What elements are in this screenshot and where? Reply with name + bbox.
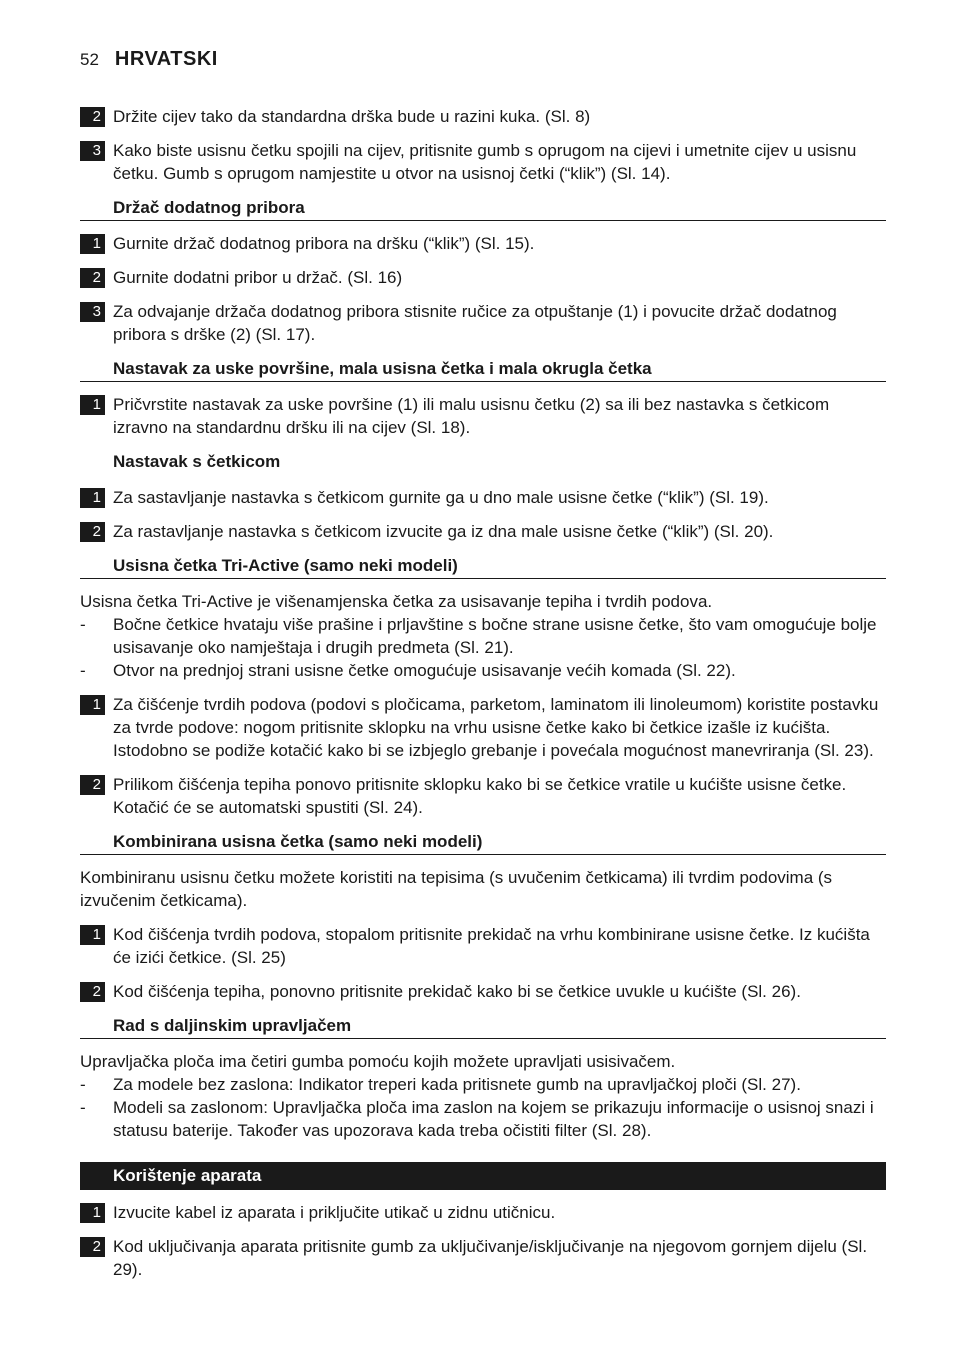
page-header xyxy=(80,48,218,71)
bullet-item xyxy=(80,1096,886,1142)
step-number: 1 xyxy=(80,925,105,945)
step-text: Kod čišćenja tepiha, ponovno pritisnite prekidač kako bi se četkice uvukle u kućište (Sl. 26). xyxy=(113,982,801,1001)
bullet-item xyxy=(80,1073,886,1096)
step-text: Izvucite kabel iz aparata i priključite utikač u zidnu utičnicu. xyxy=(113,1203,556,1222)
step-item xyxy=(80,693,886,762)
step-text: Za rastavljanje nastavka s četkicom izvucite ga iz dna male usisne četke (“klik”) (Sl. 20). xyxy=(113,522,774,541)
step-text: Za sastavljanje nastavka s četkicom gurnite ga u dno male usisne četke (“klik”) (Sl. 19). xyxy=(113,488,769,507)
step-number: 2 xyxy=(80,268,105,288)
step-item xyxy=(80,923,886,969)
bullet-text: Bočne četkice hvataju više prašine i prljavštine s bočne strane usisne četke, što vam omogućuje bolje usisavanje oko namještaja i drugih predmeta (Sl. 21). xyxy=(113,615,877,657)
step-item xyxy=(80,105,886,128)
bullet-text: Otvor na prednjoj strani usisne četke omogućuje usisavanje većih komada (Sl. 22). xyxy=(113,661,736,680)
step-text: Prilikom čišćenja tepiha ponovo pritisnite sklopku kako bi se četkice vratile u kućište usisne četke. Kotačić će se automatski spustiti (Sl. 24). xyxy=(113,775,847,817)
bullet-text: Za modele bez zaslona: Indikator treperi kada pritisnete gumb na upravljačkoj ploči (Sl. 27). xyxy=(113,1075,801,1094)
step-item xyxy=(80,393,886,439)
step-item xyxy=(80,980,886,1003)
page-content xyxy=(80,105,886,1292)
step-item xyxy=(80,232,886,255)
step-item xyxy=(80,486,886,509)
paragraph: Kombiniranu usisnu četku možete koristiti na tepisima (s uvučenim četkicama) ili tvrdim podovima (s izvučenim četkicama). xyxy=(80,868,833,910)
step-text: Kod čišćenja tvrdih podova, stopalom pritisnite prekidač na vrhu kombinirane usisne četke. Iz kućišta će izići četkice. (Sl. 25) xyxy=(113,925,870,967)
step-number: 2 xyxy=(80,775,105,795)
bullet-dash: - xyxy=(80,615,86,634)
bullet-dash: - xyxy=(80,1075,86,1094)
step-item xyxy=(80,266,886,289)
step-text: Gurnite dodatni pribor u držač. (Sl. 16) xyxy=(113,268,403,287)
step-item xyxy=(80,139,886,185)
step-number: 1 xyxy=(80,488,105,508)
step-number: 3 xyxy=(80,141,105,161)
combined-description xyxy=(80,866,886,912)
paragraph: Usisna četka Tri-Active je višenamjenska četka za usisavanje tepiha i tvrdih podova. xyxy=(80,592,713,611)
step-text: Pričvrstite nastavak za uske površine (1) ili malu usisnu četku (2) sa ili bez nastavka s četkicom izravno na standardnu dršku ili na cijev (Sl. 18). xyxy=(113,395,830,437)
remote-description xyxy=(80,1050,886,1142)
step-text: Držite cijev tako da standardna drška bude u razini kuka. (Sl. 8) xyxy=(113,107,591,126)
bullet-dash: - xyxy=(80,1098,86,1117)
bullet-item xyxy=(80,613,886,659)
step-item xyxy=(80,773,886,819)
subheading-brush: Nastavak s četkicom xyxy=(113,452,281,471)
step-number: 3 xyxy=(80,302,105,322)
language-title: HRVATSKI xyxy=(114,48,218,70)
step-text: Gurnite držač dodatnog pribora na dršku (“klik”) (Sl. 15). xyxy=(113,234,535,253)
step-number: 2 xyxy=(80,107,105,127)
page-number: 52 xyxy=(80,50,99,69)
step-number: 2 xyxy=(80,982,105,1002)
step-number: 1 xyxy=(80,1203,105,1223)
step-number: 1 xyxy=(80,695,105,715)
paragraph: Upravljačka ploča ima četiri gumba pomoću kojih možete upravljati usisivačem. xyxy=(80,1052,676,1071)
subheading-combined: Kombinirana usisna četka (samo neki modeli) xyxy=(80,830,886,855)
triactive-description xyxy=(80,590,886,682)
step-item xyxy=(80,1235,886,1281)
step-item xyxy=(80,520,886,543)
step-text: Za čišćenje tvrdih podova (podovi s pločicama, parketom, laminatom ili linoleumom) koristite postavku za tvrde podove: nogom pritisnite sklopku na vrhu usisne četke kako bi četkice izašle iz kućišta. Istodobno se podiže kotačić kako bi se izbjeglo grebanje i povećala mogućnost manevriranja (Sl. 23). xyxy=(113,695,879,760)
step-item xyxy=(80,1201,886,1224)
subheading-remote: Rad s daljinskim upravljačem xyxy=(80,1014,886,1039)
subheading-crevice: Nastavak za uske površine, mala usisna četka i mala okrugla četka xyxy=(80,357,886,382)
bullet-item xyxy=(80,659,886,682)
subheading-triactive: Usisna četka Tri-Active (samo neki modeli) xyxy=(80,554,886,579)
step-number: 2 xyxy=(80,1237,105,1257)
bullet-text: Modeli sa zaslonom: Upravljačka ploča ima zaslon na kojem se prikazuju informacije o usisnoj snazi i statusu baterije. Također vas upozorava kada treba očistiti filter (Sl. 28). xyxy=(113,1098,874,1140)
section-bar-using: Korištenje aparata xyxy=(80,1162,886,1190)
subheading-holder: Držač dodatnog pribora xyxy=(80,196,886,221)
step-text: Kod uključivanja aparata pritisnite gumb za uključivanje/isključivanje na njegovom gornjem dijelu (Sl. 29). xyxy=(113,1237,868,1279)
step-number: 2 xyxy=(80,522,105,542)
step-number: 1 xyxy=(80,234,105,254)
bullet-dash: - xyxy=(80,661,86,680)
step-item xyxy=(80,300,886,346)
step-text: Za odvajanje držača dodatnog pribora stisnite ručice za otpuštanje (1) i povucite držač dodatnog pribora s drške (2) (Sl. 17). xyxy=(113,302,837,344)
step-number: 1 xyxy=(80,395,105,415)
step-text: Kako biste usisnu četku spojili na cijev, pritisnite gumb s oprugom na cijevi i umetnite cijev u usisnu četku. Gumb s oprugom namjestite u otvor na usisnoj četki (“klik”) (Sl. 14). xyxy=(113,141,857,183)
